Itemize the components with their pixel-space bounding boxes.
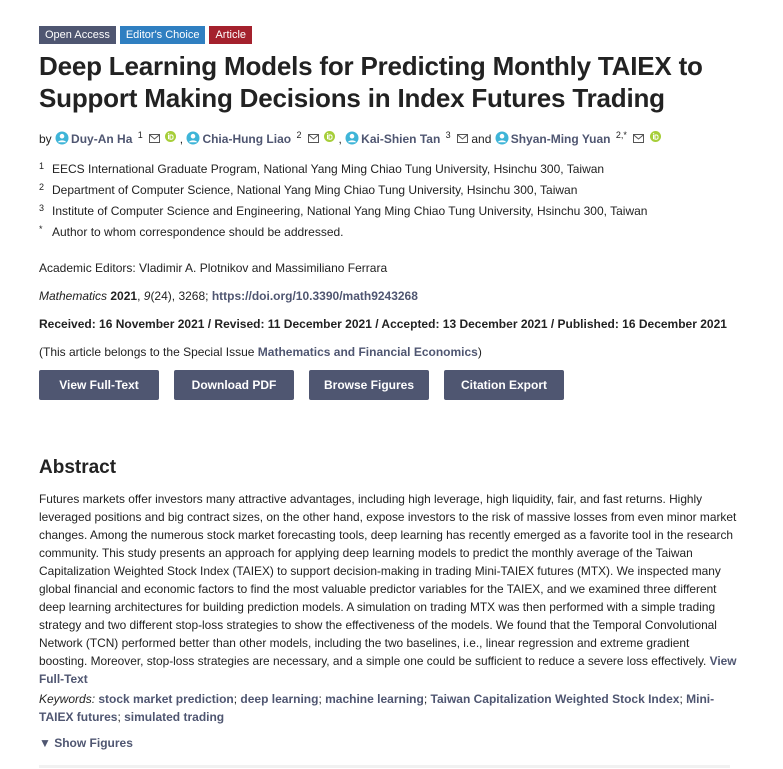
author-name-link[interactable]: Kai-Shien Tan xyxy=(361,132,441,146)
keywords-label: Keywords: xyxy=(39,692,96,706)
citation-issue-pages: (24), 3268; xyxy=(150,289,209,303)
affiliation-list xyxy=(39,160,739,244)
person-icon xyxy=(345,131,359,145)
affiliation-text: Author to whom correspondence should be addressed. xyxy=(52,225,344,239)
affiliation-item xyxy=(39,202,739,223)
special-issue-suffix: ) xyxy=(477,345,482,359)
article-type-badge: Article xyxy=(209,26,252,44)
author xyxy=(345,132,471,146)
keyword-link[interactable]: stock market prediction xyxy=(98,692,234,706)
person-icon xyxy=(55,131,69,145)
affiliation-text: Department of Computer Science, National Yang Ming Chiao Tung University, Hsinchu 300, Taiwan xyxy=(52,183,578,197)
download-pdf-button[interactable]: Download PDF xyxy=(174,370,294,400)
editors-choice-badge[interactable]: Editor's Choice xyxy=(120,26,206,44)
keyword-link[interactable]: machine learning xyxy=(325,692,424,706)
abstract-body xyxy=(39,490,739,688)
citation-line: Mathematics 2021, 9(24), 3268; https://doi.org/10.3390/math9243268 xyxy=(39,289,418,303)
and-label: and xyxy=(471,132,492,146)
abstract-text: Futures markets offer investors many attractive advantages, including high leverage, high liquidity, fair, and fast returns. Highly leveraged positions and big contract sizes, on the other hand, expose investors to the risk of massive losses from even minor market changes. Among the numerous stock market forecasting tools, deep learning has recently emerged as a favorite tool in the research community. This study presents an approach for applying deep learning models to predict the monthly average of the Taiwan Capitalization Weighted Stock Index (TAIEX) to support decision-making in trading Mini-TAIEX futures (MTX). We inspected many global financial and economic factors to find the most valuable predictor variables for the TAIEX, and we examined three different deep learning architectures for building prediction models. A simulation on trading MTX was then performed with a simple trading strategy and two different stop-loss strategies to show the effectiveness of the models. We found that the Temporal Convolutional Network (TCN) performed better than other models, including the two baselines, i.e., linear regression and extreme gradient boosting. Moreover, stop-loss strategies are necessary, and a simple one could be sufficient to reduce a severe loss effectively. xyxy=(39,492,737,668)
doi-link[interactable]: https://doi.org/10.3390/math9243268 xyxy=(211,289,418,303)
keyword-link[interactable]: Mini-TAIEX futures xyxy=(39,692,715,724)
affiliation-text: Institute of Computer Science and Engineering, National Yang Ming Chiao Tung University, Hsinchu 300, Taiwan xyxy=(52,204,648,218)
author-list: by Duy-An Ha $^1$ , Chia-Hung Liao $^2$ , Kai-Shien Tan $^3$ and Shyan-Ming Yuan $^{2,*}$ xyxy=(39,126,739,148)
affiliation-number: 3 xyxy=(39,203,45,213)
browse-figures-button[interactable]: Browse Figures xyxy=(309,370,429,400)
affiliation-sup: 2,* xyxy=(615,130,627,140)
article-title: Deep Learning Models for Predicting Monthly TAIEX to Support Making Decisions in Index Futures Trading xyxy=(39,51,703,113)
author xyxy=(495,132,661,146)
citation-year: 2021 xyxy=(110,289,138,303)
affiliation-sup: 3 xyxy=(445,130,451,140)
keyword-link[interactable]: simulated trading xyxy=(124,710,225,724)
academic-editors: Academic Editors: Vladimir A. Plotnikov and Massimiliano Ferrara xyxy=(39,261,388,275)
affiliation-item xyxy=(39,181,739,202)
special-issue-prefix: (This article belongs to the Special Issue xyxy=(39,345,258,359)
journal-name: Mathematics xyxy=(39,289,108,303)
mail-icon[interactable] xyxy=(633,134,644,143)
affiliation-item xyxy=(39,223,739,244)
orcid-icon[interactable] xyxy=(650,131,661,142)
keyword-link[interactable]: deep learning xyxy=(240,692,319,706)
author xyxy=(186,132,338,146)
author-name-link[interactable]: Shyan-Ming Yuan xyxy=(510,132,611,146)
affiliation-text: EECS International Graduate Program, National Yang Ming Chiao Tung University, Hsinchu 300, Taiwan xyxy=(52,162,605,176)
special-issue-link[interactable]: Mathematics and Financial Economics xyxy=(257,345,478,359)
affiliation-sup: 2 xyxy=(296,130,302,140)
keyword-link[interactable]: Taiwan Capitalization Weighted Stock Index xyxy=(430,692,680,706)
affiliation-number: * xyxy=(39,224,43,234)
citation-volume: 9 xyxy=(143,289,151,303)
special-issue-note xyxy=(39,343,739,361)
section-divider xyxy=(39,765,730,768)
action-buttons xyxy=(39,370,739,400)
open-access-badge[interactable]: Open Access xyxy=(39,26,116,44)
author-name-link[interactable]: Chia-Hung Liao xyxy=(202,132,292,146)
orcid-icon[interactable] xyxy=(324,131,335,142)
orcid-icon[interactable] xyxy=(165,131,176,142)
affiliation-sup: 1 xyxy=(137,130,143,140)
affiliation-number: 2 xyxy=(39,182,45,192)
view-full-text-link[interactable]: View Full-Text xyxy=(39,654,737,686)
keywords: Keywords: stock market prediction; deep learning; machine learning; Taiwan Capitalization Weighted Stock Index; Mini-TAIEX futures; simulated trading xyxy=(39,692,715,724)
author-name-link[interactable]: Duy-An Ha xyxy=(71,132,133,146)
affiliation-item xyxy=(39,160,739,181)
author xyxy=(55,132,180,146)
person-icon xyxy=(186,131,200,145)
article-page xyxy=(39,26,739,750)
badge-row xyxy=(39,26,739,44)
by-label: by xyxy=(39,132,52,146)
publication-dates: Received: 16 November 2021 / Revised: 11 December 2021 / Accepted: 13 December 2021 / Published: 16 December 2021 xyxy=(39,317,727,331)
mail-icon[interactable] xyxy=(457,134,468,143)
affiliation-number: 1 xyxy=(39,161,45,171)
abstract-heading: Abstract xyxy=(39,457,117,478)
view-full-text-button[interactable]: View Full-Text xyxy=(39,370,159,400)
person-icon xyxy=(495,131,509,145)
mail-icon[interactable] xyxy=(308,134,319,143)
mail-icon[interactable] xyxy=(149,134,160,143)
show-figures-toggle[interactable]: ▼ Show Figures xyxy=(39,736,133,750)
citation-export-button[interactable]: Citation Export xyxy=(444,370,564,400)
